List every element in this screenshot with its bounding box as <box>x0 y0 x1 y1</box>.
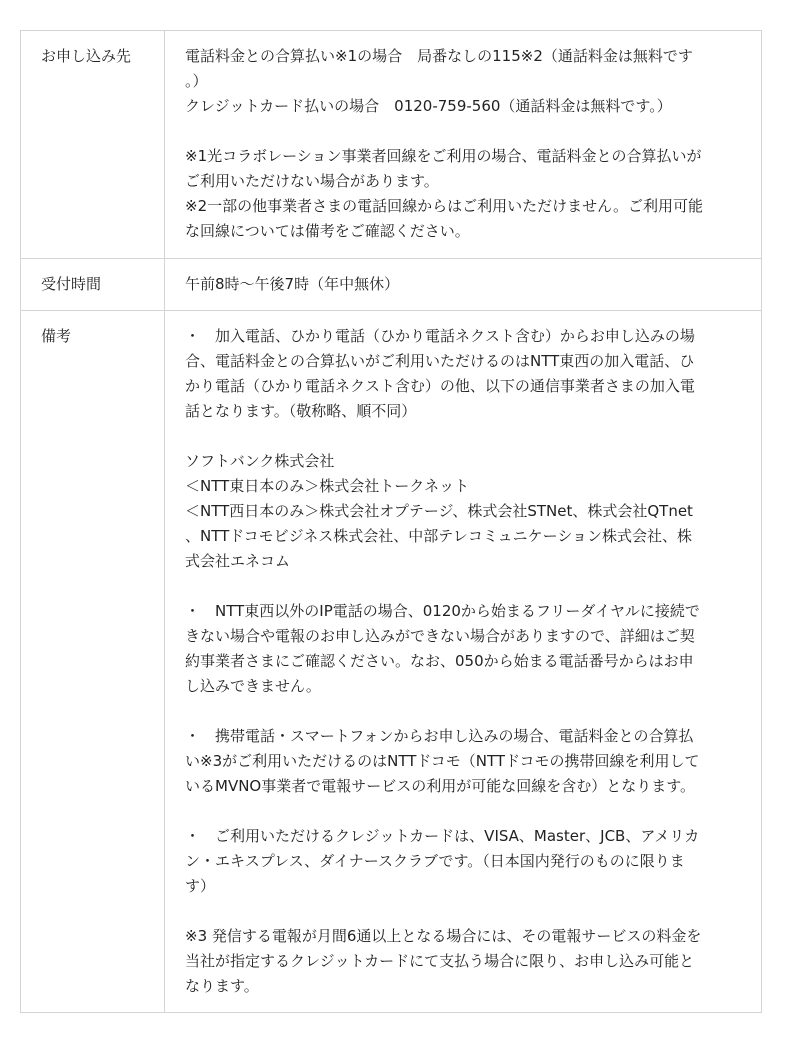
text-line: 合、電話料金との合算払いがご利用いただけるのはNTT東西の加入電話、ひ <box>185 352 695 370</box>
text-line: きない場合や電報のお申し込みができない場合がありますので、詳細はご契 <box>185 627 695 645</box>
info-table-body <box>21 31 762 1013</box>
value-contact <box>165 31 761 258</box>
text-line: ※1光コラボレーション事業者回線をご利用の場合、電話料金との合算払いが <box>185 147 702 165</box>
text-line: ご利用いただけない場合があります。 <box>185 172 439 190</box>
text-line: ・ 携帯電話・スマートフォンからお申し込みの場合、電話料金との合算払 <box>185 727 694 745</box>
label-cell-hours <box>21 259 165 311</box>
table-row-notes <box>21 311 762 1013</box>
blank-line <box>185 574 737 599</box>
blank-line <box>185 699 737 724</box>
text-line: いるMVNO事業者で電報サービスの利用が可能な回線を含む）となります。 <box>185 777 696 795</box>
text-line: ＜NTT西日本のみ＞株式会社オプテージ、株式会社STNet、株式会社QTnet <box>185 502 693 520</box>
value-cell-notes <box>165 311 762 1013</box>
text-line: ＜NTT東日本のみ＞株式会社トークネット <box>185 477 470 495</box>
text-line: 式会社エネコム <box>185 552 291 570</box>
text-line: 、NTTドコモビジネス株式会社、中部テレコミュニケーション株式会社、株 <box>185 527 693 545</box>
text-line: 午前8時～午後7時（年中無休） <box>185 275 400 293</box>
value-cell-hours <box>165 259 762 311</box>
text-line: ン・エキスプレス、ダイナースクラブです。（日本国内発行のものに限りま <box>185 852 685 870</box>
table-row-contact <box>21 31 762 259</box>
label-contact: お申し込み先 <box>41 47 132 65</box>
value-notes <box>165 311 761 1012</box>
text-line: ・ 加入電話、ひかり電話（ひかり電話ネクスト含む）からお申し込みの場 <box>185 327 695 345</box>
text-line: ※2一部の他事業者さまの電話回線からはご利用いただけません。ご利用可能 <box>185 197 704 215</box>
label-hours: 受付時間 <box>41 275 102 293</box>
blank-line <box>185 424 737 449</box>
text-line: ※3 発信する電報が月間6通以上となる場合には、その電報サービスの料金を <box>185 927 702 945</box>
label-cell-contact <box>21 31 165 259</box>
text-line: し込みできません。 <box>185 677 321 695</box>
text-line: い※3がご利用いただけるのはNTTドコモ（NTTドコモの携帯回線を利用して <box>185 752 700 770</box>
text-line: な回線については備考をご確認ください。 <box>185 222 470 240</box>
info-table <box>20 30 762 1013</box>
text-line: ・ ご利用いただけるクレジットカードは、VISA、Master、JCB、アメリカ <box>185 827 700 845</box>
text-line: す） <box>185 877 216 895</box>
blank-line <box>185 119 737 144</box>
text-line: かり電話（ひかり電話ネクスト含む）の他、以下の通信事業者さまの加入電 <box>185 377 695 395</box>
value-hours <box>165 259 761 310</box>
text-line: 約事業者さまにご確認ください。なお、050から始まる電話番号からはお申 <box>185 652 694 670</box>
text-line: ソフトバンク株式会社 <box>185 452 335 470</box>
label-notes: 備考 <box>41 327 72 345</box>
text-line: 電話料金との合算払い※1の場合 局番なしの115※2（通話料金は無料です <box>185 47 693 65</box>
label-cell-notes <box>21 311 165 1013</box>
text-line: 。） <box>185 72 208 90</box>
table-row-hours <box>21 259 762 311</box>
text-line: 当社が指定するクレジットカードにて支払う場合に限り、お申し込み可能と <box>185 952 695 970</box>
value-cell-contact <box>165 31 762 259</box>
blank-line <box>185 899 737 924</box>
text-line: なります。 <box>185 977 259 995</box>
text-line: ・ NTT東西以外のIP電話の場合、0120から始まるフリーダイヤルに接続で <box>185 602 700 620</box>
text-line: クレジットカード払いの場合 0120-759-560（通話料金は無料です。） <box>185 97 672 115</box>
text-line: 話となります。（敬称略、順不同） <box>185 402 417 420</box>
blank-line <box>185 799 737 824</box>
